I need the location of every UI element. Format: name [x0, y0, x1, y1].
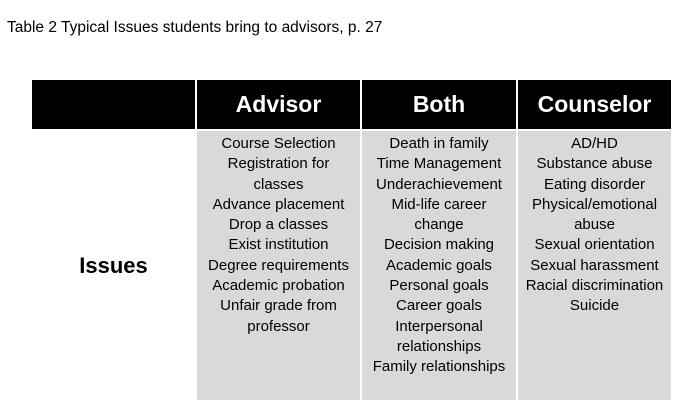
list-item: abuse — [574, 216, 615, 234]
list-item: Suicide — [569, 297, 620, 315]
issues-table — [32, 80, 671, 400]
list-item: Degree requirements — [208, 256, 349, 274]
list-item: Physical/emotional — [531, 195, 658, 213]
list-item: Exist institution — [228, 236, 329, 254]
list-item: Course Selection — [221, 135, 336, 152]
list-item: Academic probation — [212, 277, 345, 295]
list-item: Personal goals — [389, 277, 489, 295]
list-item: Mid-life career — [391, 195, 487, 213]
both-cell — [362, 131, 516, 400]
list-item: change — [414, 216, 464, 234]
counselor-cell — [518, 131, 671, 400]
list-item: Sexual orientation — [534, 236, 655, 254]
list-item: Racial discrimination — [525, 277, 664, 295]
list-item: Sexual harassment — [530, 256, 659, 274]
list-item: Underachievement — [376, 175, 502, 193]
list-item: Death in family — [389, 135, 489, 152]
list-item: Academic goals — [386, 256, 492, 274]
list-item: Advance placement — [212, 195, 345, 213]
list-item: Time Management — [376, 155, 502, 173]
list-item: Drop a classes — [228, 216, 329, 234]
list-item: Registration for — [227, 155, 330, 173]
list-item: AD/HD — [571, 135, 618, 152]
list-item: Interpersonal — [395, 317, 483, 335]
header-both: Both — [362, 80, 516, 129]
advisor-list — [197, 134, 360, 337]
list-item: Eating disorder — [544, 175, 645, 193]
list-item: professor — [247, 317, 310, 335]
list-item: Decision making — [383, 236, 495, 254]
row-label-issues: Issues — [32, 131, 195, 400]
header-advisor: Advisor — [197, 80, 360, 129]
list-item: Substance abuse — [536, 155, 653, 173]
list-item: Unfair grade from — [220, 297, 337, 315]
list-item: relationships — [396, 337, 482, 355]
header-counselor: Counselor — [518, 80, 671, 129]
advisor-cell — [197, 131, 360, 400]
table-caption: Table 2 Typical Issues students bring to advisors, p. 27 — [7, 19, 383, 36]
list-item: Career goals — [396, 297, 482, 315]
list-item: Family relationships — [372, 358, 506, 376]
list-item: classes — [253, 175, 304, 193]
both-list — [362, 134, 516, 378]
header-empty-cell — [32, 80, 195, 129]
counselor-list — [518, 134, 671, 317]
